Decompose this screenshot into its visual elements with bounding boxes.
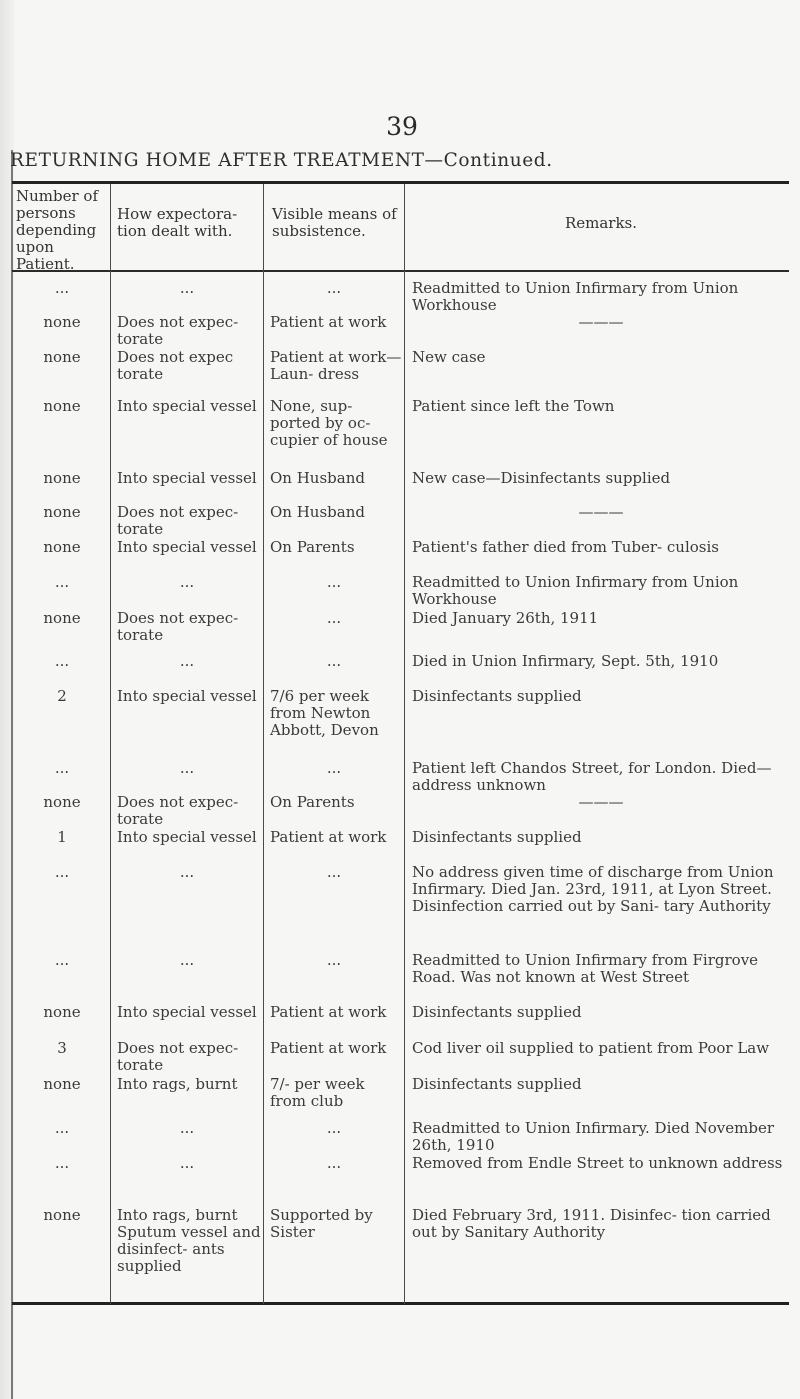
dependents-cell: none bbox=[43, 609, 81, 627]
subsistence-cell: ... bbox=[326, 759, 342, 777]
expectoration-cell: Does not expec- torate bbox=[117, 503, 239, 538]
expectoration-cell: ... bbox=[179, 573, 195, 591]
dependents-cell: none bbox=[43, 538, 81, 556]
expectoration-cell: Into special vessel bbox=[117, 828, 257, 846]
expectoration-cell: ... bbox=[179, 1119, 195, 1137]
dependents-cell: none bbox=[43, 1075, 81, 1093]
remarks-cell: Patient's father died from Tuber- culosis bbox=[412, 538, 719, 556]
subsistence-cell: 7/6 per week from Newton Abbott, Devon bbox=[270, 687, 379, 739]
expectoration-cell: Into special vessel bbox=[117, 469, 257, 487]
expectoration-cell: Into special vessel bbox=[117, 397, 257, 415]
dependents-cell: ... bbox=[54, 652, 70, 670]
dependents-cell: none bbox=[43, 313, 81, 331]
dependents-cell: ... bbox=[54, 1119, 70, 1137]
expectoration-cell: Does not expec- torate bbox=[117, 609, 239, 644]
remarks-cell: Died February 3rd, 1911. Disinfec- tion carried out by Sanitary Authority bbox=[412, 1206, 771, 1241]
running-title: RETURNING HOME AFTER TREATMENT—Continued. bbox=[10, 150, 553, 171]
expectoration-cell: ... bbox=[179, 951, 195, 969]
subsistence-cell: On Parents bbox=[270, 793, 355, 811]
expectoration-cell: Does not expec- torate bbox=[117, 313, 239, 348]
remarks-cell: Disinfectants supplied bbox=[412, 1003, 582, 1021]
remarks-cell: Died January 26th, 1911 bbox=[412, 609, 599, 627]
subsistence-cell: Patient at work bbox=[270, 1003, 387, 1021]
remarks-cell: Patient since left the Town bbox=[412, 397, 615, 415]
remarks-cell: No address given time of discharge from Union Infirmary. Died Jan. 23rd, 1911, at Lyon Street. Disinfection carried out by Sani- tary Authority bbox=[412, 863, 774, 915]
dependents-cell: ... bbox=[54, 951, 70, 969]
remarks-cell: Readmitted to Union Infirmary from Union Workhouse bbox=[412, 573, 739, 608]
dependents-cell: ... bbox=[54, 1154, 70, 1172]
remarks-cell: Removed from Endle Street to unknown address bbox=[412, 1154, 783, 1172]
expectoration-cell: ... bbox=[179, 1154, 195, 1172]
remarks-cell: ——— bbox=[578, 313, 624, 331]
remarks-cell: New case bbox=[412, 348, 486, 366]
subsistence-cell: ... bbox=[326, 1119, 342, 1137]
dependents-cell: 3 bbox=[57, 1039, 67, 1057]
header-dependents: Number of persons depending upon Patient. bbox=[16, 187, 99, 273]
subsistence-cell: Patient at work bbox=[270, 1039, 387, 1057]
subsistence-cell: Patient at work bbox=[270, 313, 387, 331]
expectoration-cell: ... bbox=[179, 652, 195, 670]
remarks-cell: Patient left Chandos Street, for London. Died—address unknown bbox=[412, 759, 772, 794]
dependents-cell: none bbox=[43, 1003, 81, 1021]
table-bottom-rule bbox=[12, 1302, 789, 1305]
table-top-rule bbox=[12, 181, 789, 184]
subsistence-cell: ... bbox=[326, 951, 342, 969]
subsistence-cell: ... bbox=[326, 863, 342, 881]
dependents-cell: none bbox=[43, 503, 81, 521]
subsistence-cell: ... bbox=[326, 652, 342, 670]
column-divider bbox=[404, 184, 405, 1304]
remarks-cell: ——— bbox=[578, 793, 624, 811]
subsistence-cell: On Husband bbox=[270, 503, 365, 521]
dependents-cell: ... bbox=[54, 759, 70, 777]
subsistence-cell: ... bbox=[326, 573, 342, 591]
header-subsistence: Visible means of subsistence. bbox=[272, 205, 397, 240]
dependents-cell: none bbox=[43, 793, 81, 811]
expectoration-cell: Does not expec- torate bbox=[117, 793, 239, 828]
subsistence-cell: Supported by Sister bbox=[270, 1206, 373, 1241]
subsistence-cell: ... bbox=[326, 1154, 342, 1172]
remarks-cell: Readmitted to Union Infirmary. Died November 26th, 1910 bbox=[412, 1119, 774, 1154]
expectoration-cell: Into rags, burnt bbox=[117, 1075, 238, 1093]
dependents-cell: 2 bbox=[57, 687, 67, 705]
dependents-cell: none bbox=[43, 469, 81, 487]
remarks-cell: Readmitted to Union Infirmary from Union Workhouse bbox=[412, 279, 739, 314]
remarks-cell: Cod liver oil supplied to patient from Poor Law bbox=[412, 1039, 770, 1057]
header-expectoration: How expectora- tion dealt with. bbox=[117, 205, 238, 240]
dependents-cell: none bbox=[43, 1206, 81, 1224]
expectoration-cell: Into special vessel bbox=[117, 687, 257, 705]
expectoration-cell: Into special vessel bbox=[117, 1003, 257, 1021]
expectoration-cell: Into rags, burnt Sputum vessel and disinfect- ants supplied bbox=[117, 1206, 261, 1275]
dependents-cell: ... bbox=[54, 863, 70, 881]
dependents-cell: none bbox=[43, 397, 81, 415]
remarks-cell: Disinfectants supplied bbox=[412, 828, 582, 846]
expectoration-cell: ... bbox=[179, 863, 195, 881]
dependents-cell: ... bbox=[54, 279, 70, 297]
subsistence-cell: Patient at work bbox=[270, 828, 387, 846]
dependents-cell: 1 bbox=[57, 828, 67, 846]
header-rule bbox=[12, 270, 789, 272]
expectoration-cell: Into special vessel bbox=[117, 538, 257, 556]
dependents-cell: ... bbox=[54, 573, 70, 591]
page-number: 39 bbox=[386, 112, 418, 141]
subsistence-cell: None, sup- ported by oc- cupier of house bbox=[270, 397, 388, 449]
dependents-cell: none bbox=[43, 348, 81, 366]
expectoration-cell: ... bbox=[179, 279, 195, 297]
remarks-cell: New case—Disinfectants supplied bbox=[412, 469, 671, 487]
remarks-cell: ——— bbox=[578, 503, 624, 521]
subsistence-cell: On Husband bbox=[270, 469, 365, 487]
subsistence-cell: 7/- per week from club bbox=[270, 1075, 365, 1110]
remarks-cell: Disinfectants supplied bbox=[412, 1075, 582, 1093]
remarks-cell: Died in Union Infirmary, Sept. 5th, 1910 bbox=[412, 652, 719, 670]
expectoration-cell: Does not expec torate bbox=[117, 348, 234, 383]
header-remarks: Remarks. bbox=[564, 214, 638, 232]
expectoration-cell: ... bbox=[179, 759, 195, 777]
remarks-cell: Readmitted to Union Infirmary from Firgrove Road. Was not known at West Street bbox=[412, 951, 759, 986]
subsistence-cell: ... bbox=[326, 609, 342, 627]
subsistence-cell: On Parents bbox=[270, 538, 355, 556]
subsistence-cell: Patient at work—Laun- dress bbox=[270, 348, 402, 383]
expectoration-cell: Does not expec- torate bbox=[117, 1039, 239, 1074]
subsistence-cell: ... bbox=[326, 279, 342, 297]
remarks-cell: Disinfectants supplied bbox=[412, 687, 582, 705]
